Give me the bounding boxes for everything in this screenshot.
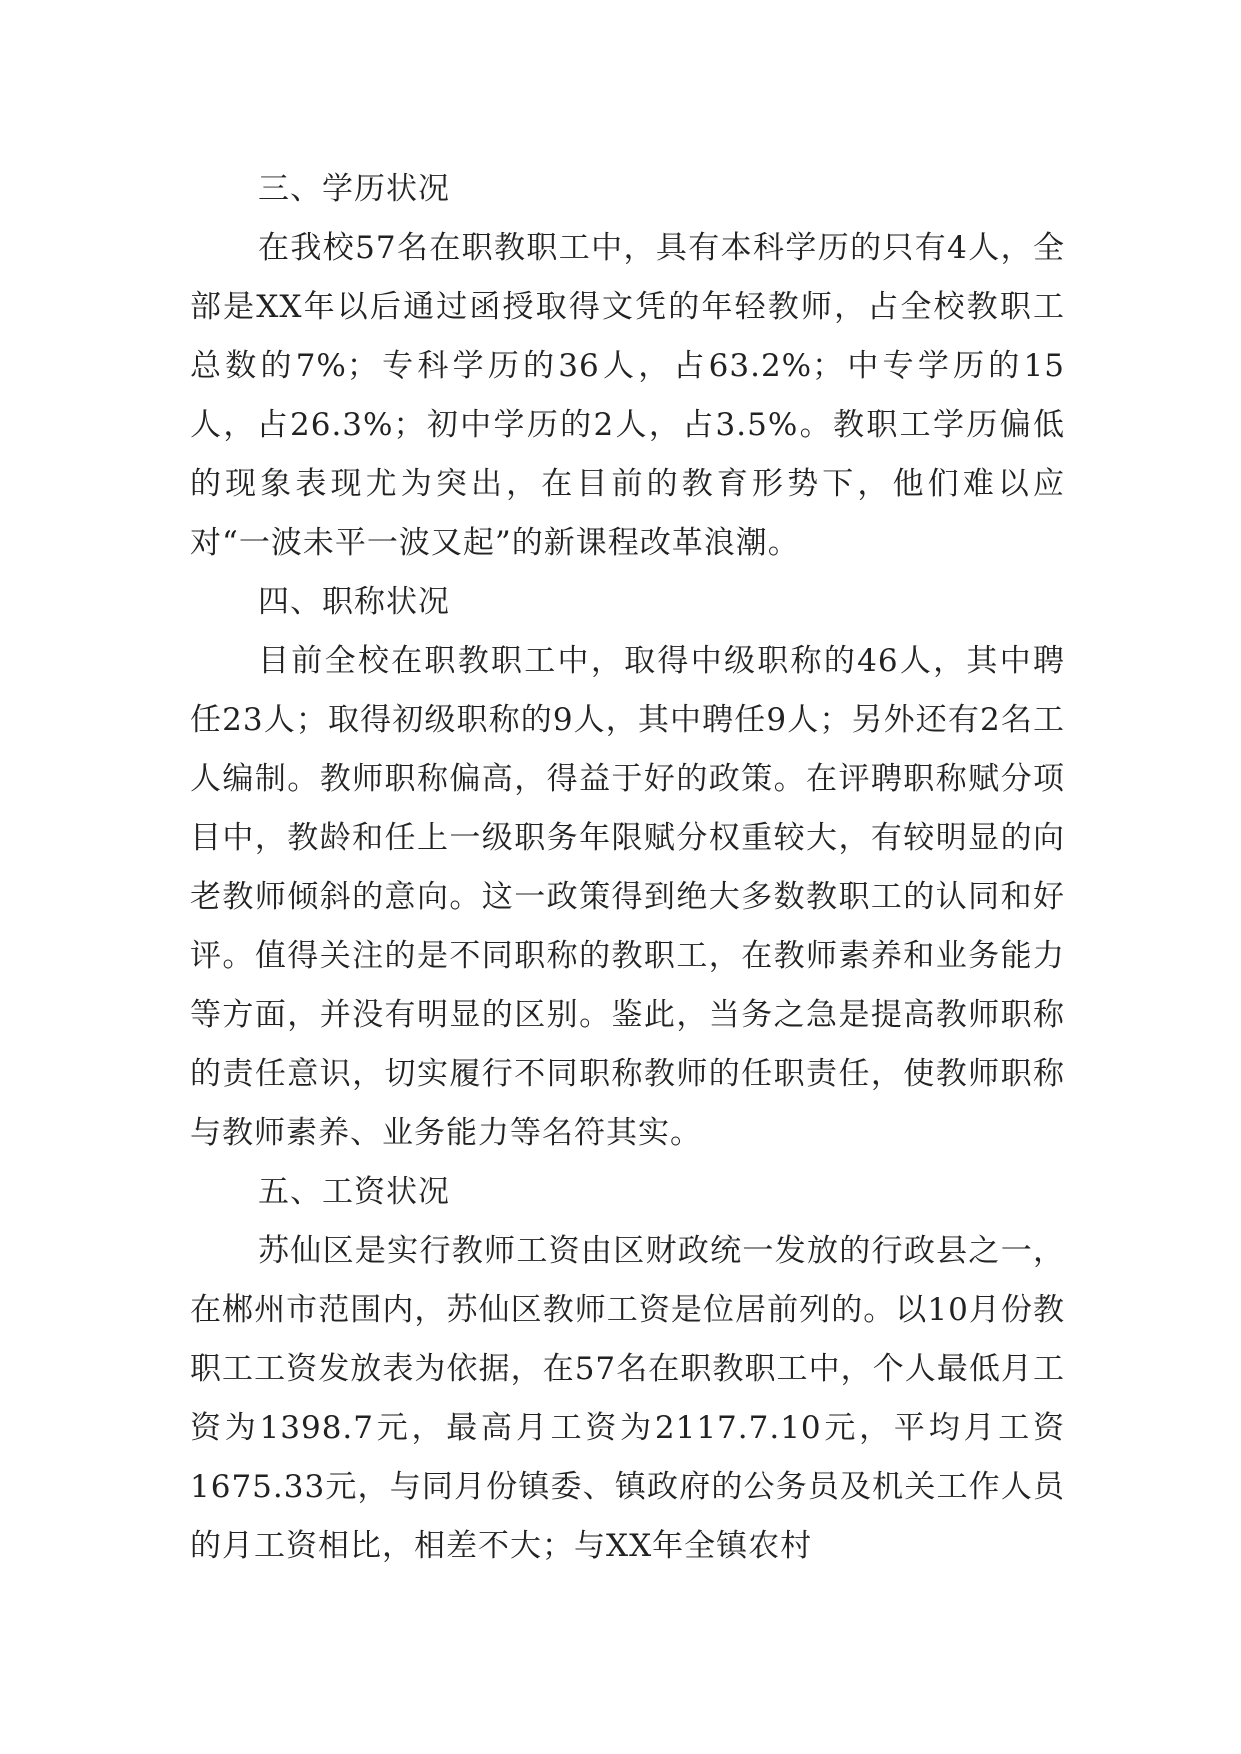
- section-heading-education: 三、学历状况: [258, 171, 450, 207]
- document-body: [190, 160, 1065, 1576]
- section-heading-salary: 五、工资状况: [258, 1174, 450, 1210]
- section-paragraph-title: 目前全校在职教职工中，取得中级职称的46人，其中聘任23人；取得初级职称的9人，其中聘任9人；另外还有2名工人编制。教师职称偏高，得益于好的政策。在评聘职称赋分项目中，教龄和任上一级职务年限赋分权重较大，有较明显的向老教师倾斜的意向。这一政策得到绝大多数教职工的认同和好评。值得关注的是不同职称的教职工，在教师素养和业务能力等方面，并没有明显的区别。鉴此，当务之急是提高教师职称的责任意识，切实履行不同职称教师的任职责任，使教师职称与教师素养、业务能力等名符其实。: [190, 643, 1065, 1151]
- section-paragraph-education: 在我校57名在职教职工中，具有本科学历的只有4人，全部是XX年以后通过函授取得文凭的年轻教师，占全校教职工总数的7%；专科学历的36人，占63.2%；中专学历的15人，占26.3%；初中学历的2人，占3.5%。教职工学历偏低的现象表现尤为突出，在目前的教育形势下，他们难以应对“一波未平一波又起”的新课程改革浪潮。: [190, 230, 1065, 561]
- section-heading-title: 四、职称状况: [258, 584, 450, 620]
- section-paragraph-salary: 苏仙区是实行教师工资由区财政统一发放的行政县之一，在郴州市范围内，苏仙区教师工资是位居前列的。以10月份教职工工资发放表为依据，在57名在职教职工中，个人最低月工资为1398.7元，最高月工资为2117.7.10元，平均月工资1675.33元，与同月份镇委、镇政府的公务员及机关工作人员的月工资相比，相差不大；与XX年全镇农村: [190, 1233, 1065, 1564]
